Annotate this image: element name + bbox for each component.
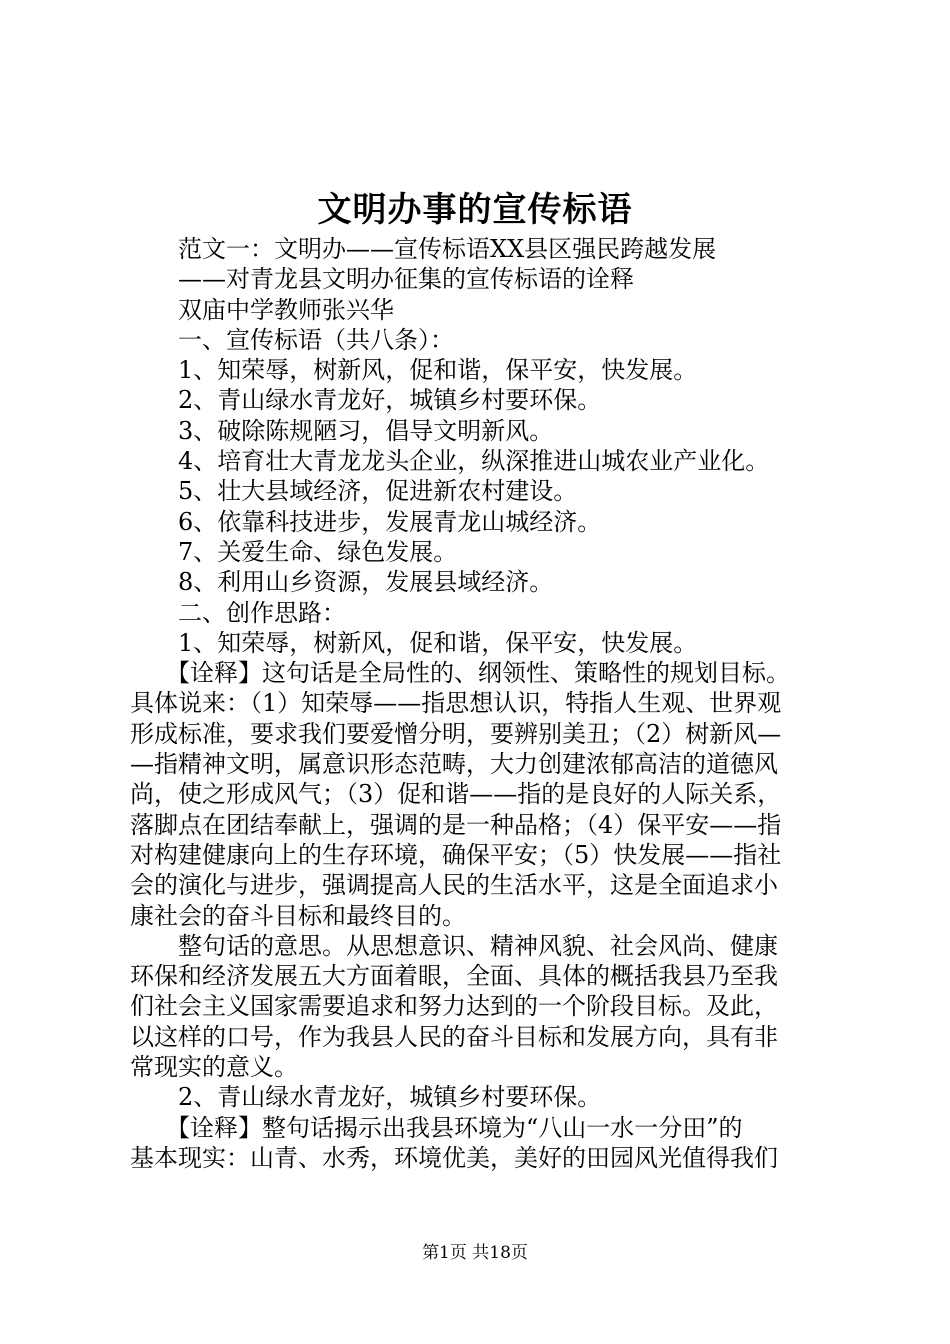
text-line: 7、关爱生命、绿色发展。 [178,537,458,566]
text-line: 具体说来：（1）知荣辱——指思想认识，特指人生观、世界观 [130,689,782,718]
text-line: 落脚点在团结奉献上，强调的是一种品格；（4）保平安——指 [130,810,782,839]
text-line: 形成标准，要求我们要爱憎分明，要辨别美丑；（2）树新风— [130,719,782,748]
text-line: 3、破除陈规陋习，倡导文明新风。 [178,416,554,445]
text-line: 会的演化与进步，强调提高人民的生活水平，这是全面追求小 [130,871,778,900]
text-line: 常现实的意义。 [130,1053,298,1082]
text-line: 二、创作思路： [178,598,346,627]
text-line: 尚，使之形成风气；（3）促和谐——指的是良好的人际关系， [130,780,782,809]
document-title: 文明办事的宣传标语 [317,190,633,230]
text-line: 1、知荣辱，树新风，促和谐，保平安，快发展。 [178,628,698,657]
text-line: 环保和经济发展五大方面着眼，全面、具体的概括我县乃至我 [130,962,778,991]
text-line: 2、青山绿水青龙好，城镇乡村要环保。 [178,386,602,415]
text-line: —指精神文明，属意识形态范畴，大力创建浓郁高洁的道德风 [130,750,778,779]
text-line: 一、宣传标语（共八条）： [178,325,454,354]
text-line: 范文一：文明办——宣传标语XX县区强民跨越发展 [178,235,717,263]
text-line: 对构建健康向上的生存环境，确保平安；（5）快发展——指社 [130,840,782,869]
text-line: 康社会的奋斗目标和最终目的。 [130,901,466,930]
page-number: 第1页 共18页 [422,1243,528,1263]
text-line: 2、青山绿水青龙好，城镇乡村要环保。 [178,1083,602,1112]
text-line: 8、利用山乡资源，发展县域经济。 [178,568,554,597]
text-line: 【诠释】整句话揭示出我县环境为“八山一水一分田”的 [166,1113,743,1142]
text-line: 5、壮大县域经济，促进新农村建设。 [178,477,578,506]
text-line: 1、知荣辱，树新风，促和谐，保平安，快发展。 [178,356,698,385]
text-line: 基本现实：山青、水秀，环境优美，美好的田园风光值得我们 [130,1143,778,1172]
text-line: 整句话的意思。从思想意识、精神风貌、社会风尚、健康 [178,931,778,960]
text-line: 【诠释】这句话是全局性的、纲领性、策略性的规划目标。 [166,659,790,688]
text-line: ——对青龙县文明办征集的宣传标语的诠释 [178,265,634,294]
text-line: 们社会主义国家需要追求和努力达到的一个阶段目标。及此， [130,992,778,1021]
text-line: 6、依靠科技进步，发展青龙山城经济。 [178,507,602,536]
text-line: 4、培育壮大青龙龙头企业，纵深推进山城农业产业化。 [178,447,770,476]
text-line: 双庙中学教师张兴华 [178,295,394,324]
document-body [130,234,850,1173]
text-line: 以这样的口号，作为我县人民的奋斗目标和发展方向，具有非 [130,1022,778,1051]
